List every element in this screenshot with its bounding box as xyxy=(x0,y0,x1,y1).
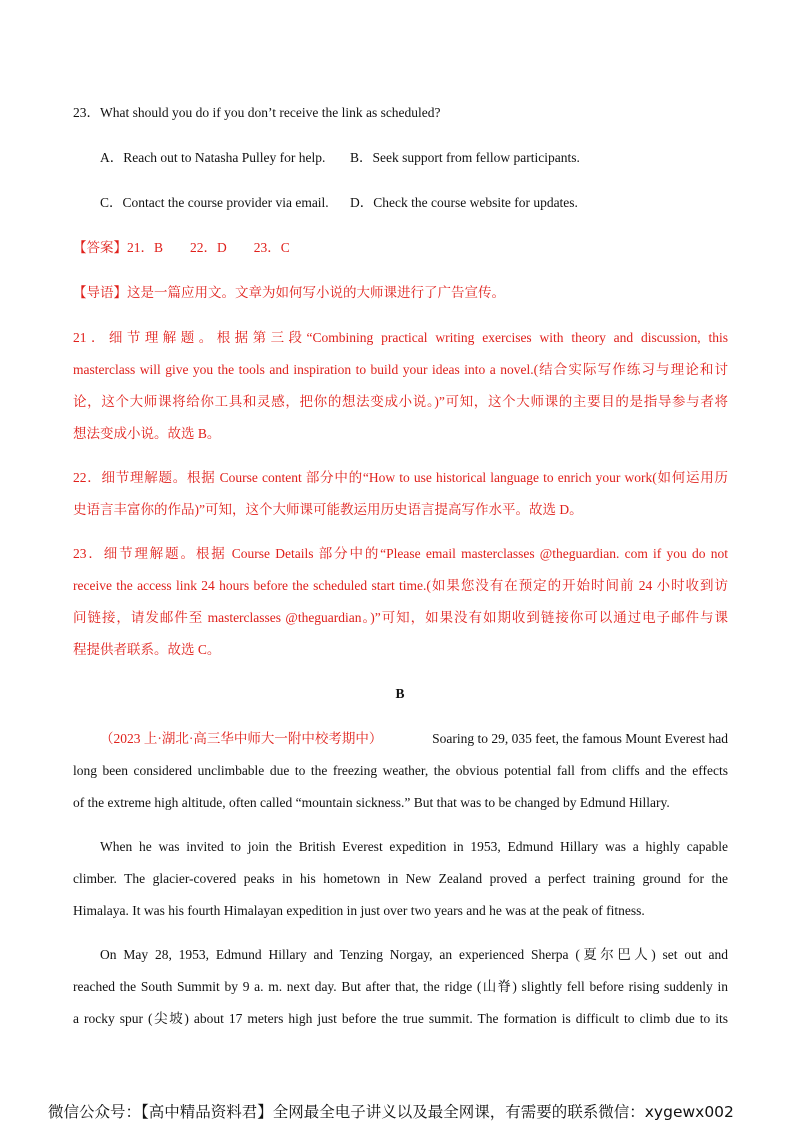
passage-source: （2023 上·湖北·高三华中师大一附中校考期中） xyxy=(100,731,383,746)
passage-p2-line: Himalaya. It was his fourth Himalayan expedition in just over two years and he was at the peak of fitness. xyxy=(73,903,645,918)
option-b: B．Seek support from fellow participants. xyxy=(350,150,580,165)
guide-text: 【导语】这是一篇应用文。文章为如何写小说的大师课进行了广告宣传。 xyxy=(73,285,505,300)
explanation-23-line: 23．细节理解题。根据 Course Details 部分中的“Please email masterclasses @theguardian. com if you do not xyxy=(73,546,728,561)
explanation-23-line: receive the access link 24 hours before the scheduled start time.(如果您没有在预定的开始时间前 24 小时收到访 xyxy=(73,578,728,593)
option-d: D．Check the course website for updates. xyxy=(350,195,578,210)
explanation-21-line: 想法变成小说。故选 B。 xyxy=(73,426,221,441)
passage-p1-line: long been considered unclimbable due to the freezing weather, the obvious potential fall from cliffs and the effects xyxy=(73,763,728,778)
passage-p3-line: On May 28, 1953, Edmund Hillary and Tenzing Norgay, an experienced Sherpa (夏尔巴人) set out and xyxy=(100,947,728,962)
explanation-21-line: 论，这个大师课将给你工具和灵感，把你的想法变成小说。)”可知，这个大师课的主要目的是指导参与者将 xyxy=(73,394,728,409)
explanation-22-line: 22．细节理解题。根据 Course content 部分中的“How to use historical language to enrich your work(如何运用历 xyxy=(73,470,728,485)
explanation-23-line: 程提供者联系。故选 C。 xyxy=(73,642,221,657)
page-footer: 微信公众号：【高中精品资料君】全网最全电子讲义以及最全网课，有需要的联系微信：xygewx002 xyxy=(48,1103,734,1121)
option-a: A．Reach out to Natasha Pulley for help. xyxy=(100,150,326,165)
passage-p1-line: of the extreme high altitude, often called “mountain sickness.” But that was to be changed by Edmund Hillary. xyxy=(73,795,670,810)
passage-p2-line: climber. The glacier-covered peaks in his hometown in New Zealand proved a perfect training ground for the xyxy=(73,871,728,886)
passage-p3-line: reached the South Summit by 9 a. m. next day. But after that, the ridge (山脊) slightly fell before rising suddenly in xyxy=(73,979,728,994)
passage-p1-first-line xyxy=(100,730,728,748)
option-c: C．Contact the course provider via email. xyxy=(100,195,329,210)
explanation-23-line: 问链接，请发邮件至 masterclasses @theguardian。)”可知，如果没有如期收到链接你可以通过电子邮件与课 xyxy=(73,610,728,625)
section-heading: B xyxy=(395,686,405,701)
explanation-22-line: 史语言丰富你的作品)”可知，这个大师课可能教运用历史语言提高写作水平。故选 D。 xyxy=(73,502,583,517)
passage-p1-line: Soaring to 29, 035 feet, the famous Mount Everest had xyxy=(432,731,728,746)
explanation-21-line: 21．细节理解题。根据第三段“Combining practical writing exercises with theory and discussion, this xyxy=(73,330,728,345)
passage-p2-line: When he was invited to join the British Everest expedition in 1953, Edmund Hillary was a highly capable xyxy=(100,839,728,854)
answer-key: 【答案】21．B 22．D 23．C xyxy=(73,240,290,255)
passage-p3-line: a rocky spur (尖坡) about 17 meters high just before the true summit. The formation is difficult to climb due to its xyxy=(73,1011,728,1026)
explanation-21-line: masterclass will give you the tools and inspiration to build your ideas into a novel.(结合实际写作练习与理论和讨 xyxy=(73,362,728,377)
question-23-stem: 23．What should you do if you don’t receive the link as scheduled? xyxy=(73,105,441,120)
